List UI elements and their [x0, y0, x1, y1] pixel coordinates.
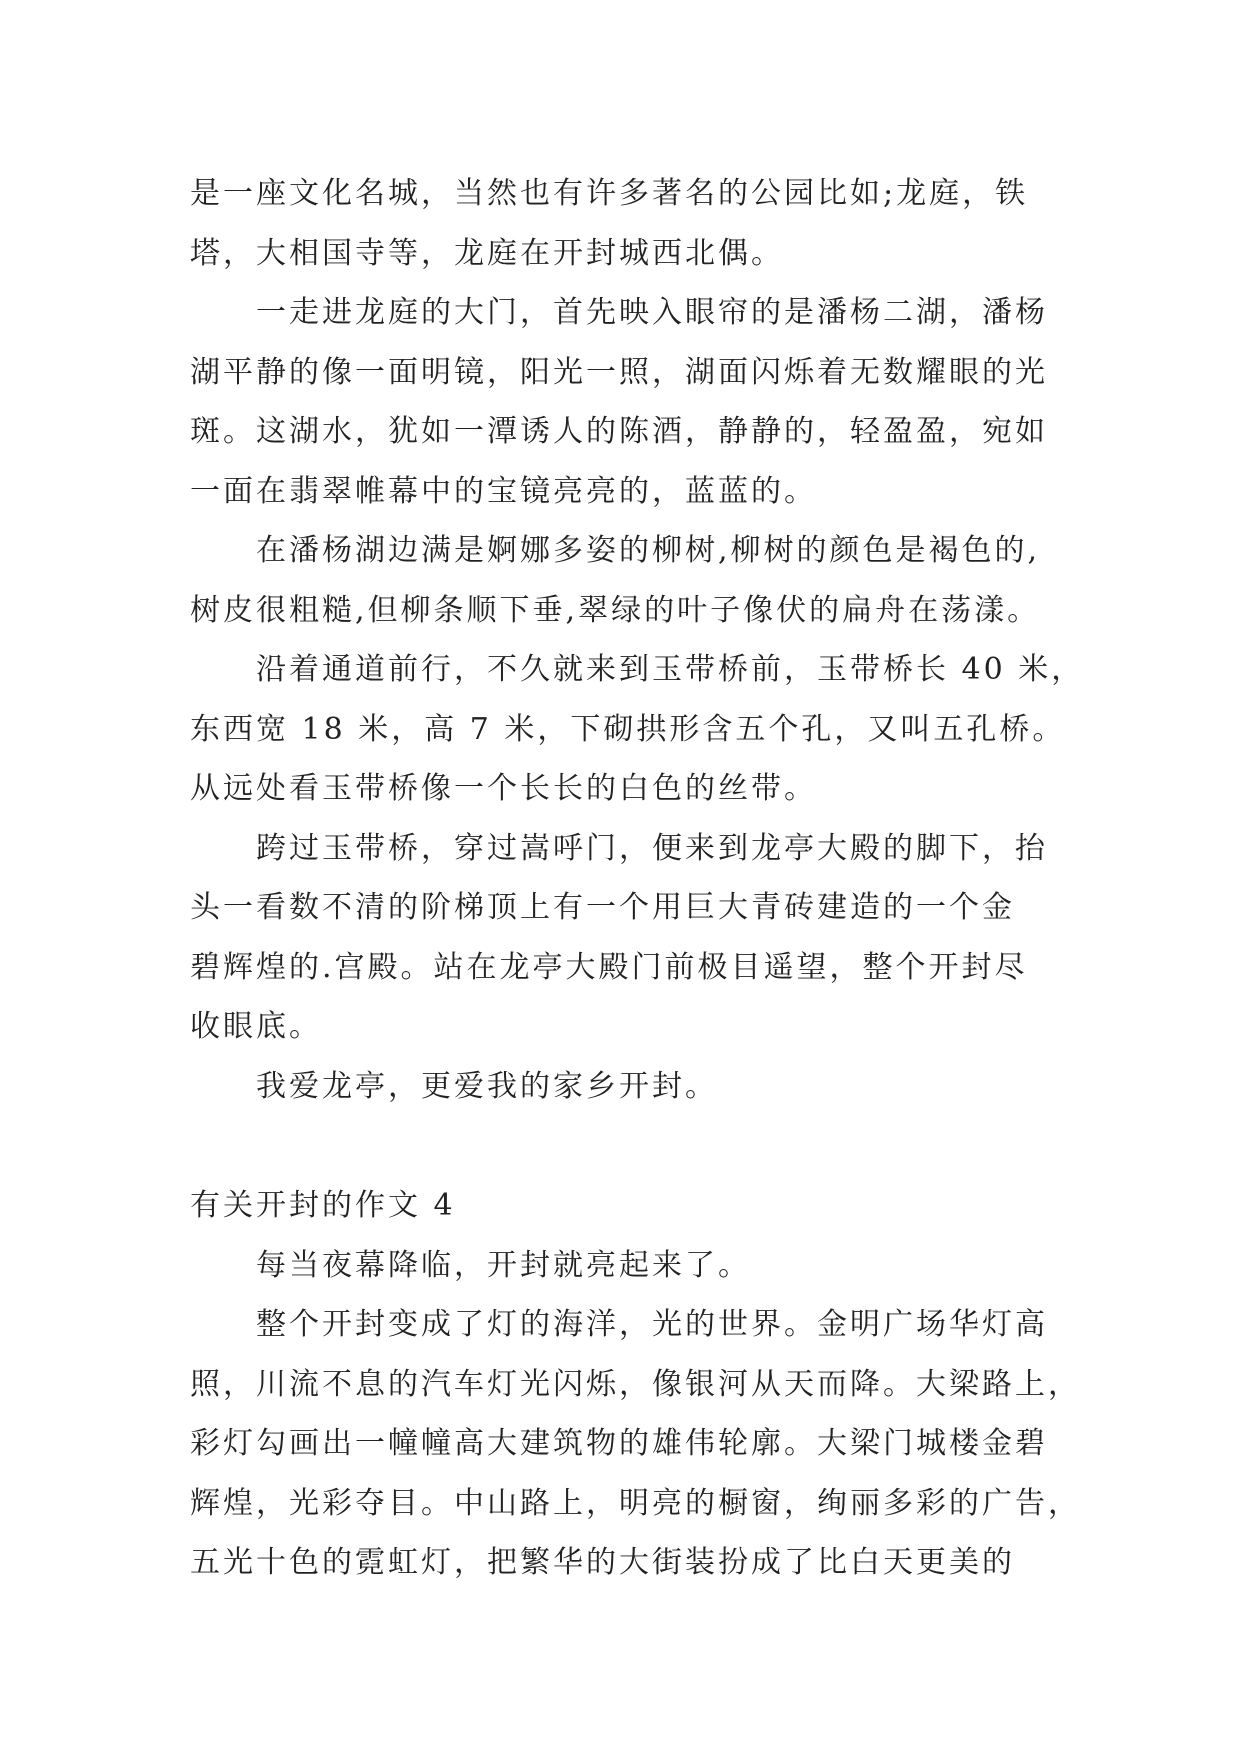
text-line: 一走进龙庭的大门，首先映入眼帘的是潘杨二湖，潘杨 [256, 295, 1048, 330]
text-line: 彩灯勾画出一幢幢高大建筑物的雄伟轮廓。大梁门城楼金碧 [190, 1426, 1048, 1461]
text-line: 五光十色的霓虹灯，把繁华的大街装扮成了比白天更美的 [190, 1545, 1015, 1580]
text-line: 从远处看玉带桥像一个长长的白色的丝带。 [190, 771, 817, 806]
section-title: 有关开封的作文 4 [190, 1188, 456, 1223]
text-line: 斑。这湖水，犹如一潭诱人的陈酒，静静的，轻盈盈，宛如 [190, 414, 1048, 449]
text-line: 沿着通道前行，不久就来到玉带桥前，玉带桥长 40 米， [256, 652, 1085, 687]
text-line: 在潘杨湖边满是婀娜多姿的柳树,柳树的颜色是褐色的, [256, 533, 1041, 568]
text-line: 头一看数不清的阶梯顶上有一个用巨大青砖建造的一个金 [190, 890, 1015, 925]
text-line: 湖平静的像一面明镜，阳光一照，湖面闪烁着无数耀眼的光 [190, 354, 1048, 390]
text-line: 塔，大相国寺等，龙庭在开封城西北偶。 [190, 235, 784, 271]
text-line: 每当夜幕降临，开封就亮起来了。 [256, 1247, 751, 1283]
text-line: 辉煌，光彩夺目。中山路上，明亮的橱窗，绚丽多彩的广告， [190, 1485, 1081, 1521]
text-line: 是一座文化名城，当然也有许多著名的公园比如;龙庭，铁 [190, 176, 1029, 211]
text-line: 我爱龙亭，更爱我的家乡开封。 [256, 1068, 718, 1104]
text-line: 一面在翡翠帷幕中的宝镜亮亮的，蓝蓝的。 [190, 473, 817, 509]
essay-part-1 [190, 164, 1085, 1116]
section-gap [190, 1116, 1070, 1176]
text-line: 跨过玉带桥，穿过嵩呼门，便来到龙亭大殿的脚下，抬 [256, 830, 1048, 866]
essay-body [190, 164, 1085, 1593]
text-line: 东西宽 18 米，高 7 米，下砌拱形含五个孔，又叫五孔桥。 [190, 711, 1066, 747]
text-line: 树皮很粗糙,但柳条顺下垂,翠绿的叶子像伏的扁舟在荡漾。 [190, 592, 1041, 628]
text-line: 照，川流不息的汽车灯光闪烁，像银河从天而降。大梁路上， [190, 1366, 1081, 1402]
text-line: 整个开封变成了灯的海洋，光的世界。金明广场华灯高 [256, 1307, 1048, 1342]
essay-part-2 [190, 1236, 1081, 1593]
text-line: 碧辉煌的.宫殿。站在龙亭大殿门前极目遥望，整个开封尽 [190, 949, 1028, 985]
text-line: 收眼底。 [190, 1009, 322, 1044]
